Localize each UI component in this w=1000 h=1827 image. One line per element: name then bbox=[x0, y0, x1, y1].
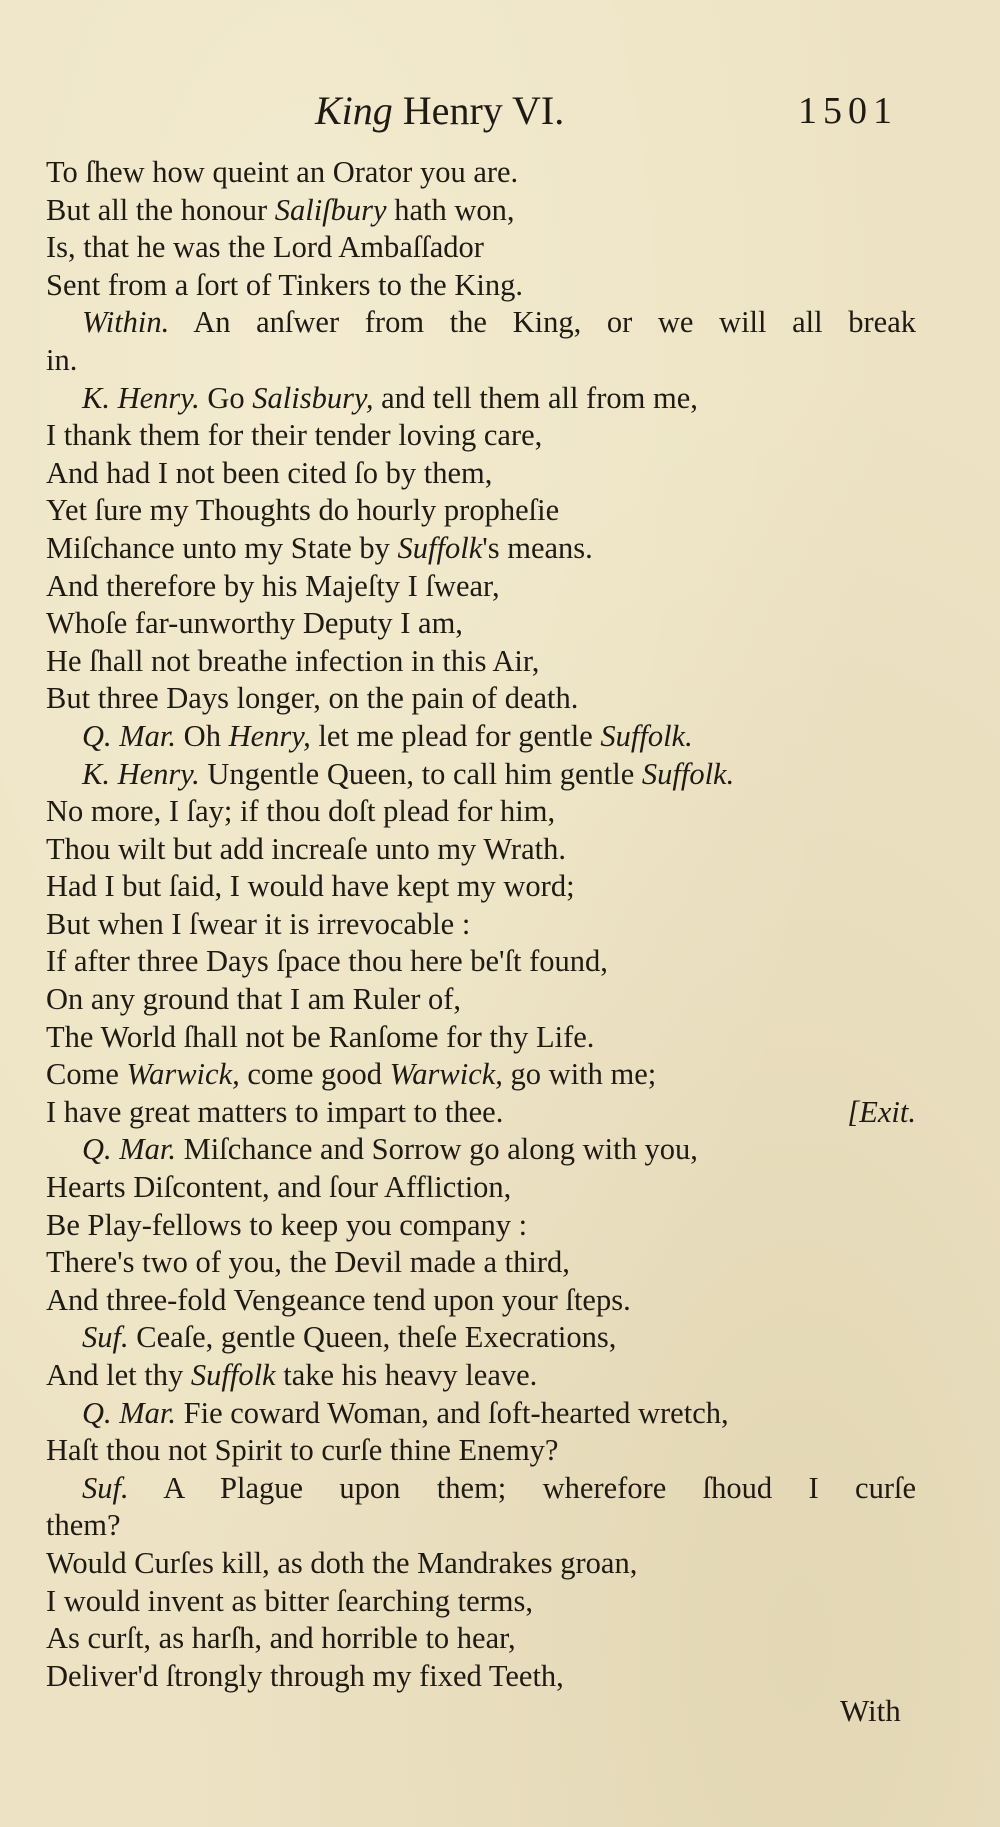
text-line: And therefore by his Majeſty I ſwear, bbox=[46, 568, 500, 603]
text-line: And let thy Suffolk take his heavy leave. bbox=[46, 1358, 538, 1392]
speaker-name: Q. Mar. bbox=[82, 1395, 177, 1430]
catchword: With bbox=[840, 1693, 901, 1728]
text-line: There's two of you, the Devil made a third, bbox=[46, 1245, 570, 1280]
text-line: And had I not been cited ſo by them, bbox=[46, 455, 493, 490]
running-title bbox=[315, 88, 564, 134]
speaker-name: Within. bbox=[82, 305, 170, 340]
speech-line: Suf. Ceaſe, gentle Queen, theſe Execrations, bbox=[82, 1320, 617, 1355]
text-line: As curſt, as harſh, and horrible to hear, bbox=[46, 1621, 516, 1656]
text-line: I would invent as bitter ſearching terms, bbox=[46, 1583, 534, 1618]
speech-line: Suf. A Plague upon them; wherefore ſhoud I curſe bbox=[82, 1470, 916, 1505]
page-number: 1501 bbox=[798, 90, 898, 132]
text-line: Haſt thou not Spirit to curſe thine Enemy? bbox=[46, 1433, 559, 1468]
text-line: I thank them for their tender loving care, bbox=[46, 418, 543, 453]
speaker-name: Suf. bbox=[82, 1320, 129, 1355]
speaker-name: K. Henry. bbox=[82, 756, 200, 791]
page-header bbox=[0, 88, 1000, 138]
speaker-name: Suf. bbox=[82, 1470, 129, 1505]
text-line: Whoſe far-unworthy Deputy I am, bbox=[46, 606, 463, 641]
text-line: But when I ſwear it is irrevocable : bbox=[46, 906, 471, 941]
text-line: Thou wilt but add increaſe unto my Wrath. bbox=[46, 831, 566, 866]
stage-direction-line: Within. An anſwer from the King, or we will all break bbox=[82, 305, 916, 340]
speaker-name: Q. Mar. bbox=[82, 1132, 177, 1167]
text-line: And three-fold Vengeance tend upon your ſteps. bbox=[46, 1282, 631, 1317]
text-line: Come Warwick, come good Warwick, go with me; bbox=[46, 1057, 657, 1092]
speech-line: Q. Mar. Oh Henry, let me plead for gentle Suffolk. bbox=[82, 718, 693, 753]
text-line: I have great matters to impart to thee. [Exit. bbox=[46, 1094, 916, 1132]
text-line: To ſhew how queint an Orator you are. bbox=[46, 155, 519, 189]
speaker-name: K. Henry. bbox=[82, 380, 200, 415]
text-line: Had I but ſaid, I would have kept my word; bbox=[46, 869, 575, 904]
running-title-rest: Henry VI. bbox=[402, 88, 565, 133]
play-text bbox=[46, 154, 916, 1695]
text-line: Sent from a ſort of Tinkers to the King. bbox=[46, 267, 523, 302]
text-line: If after three Days ſpace thou here be'ſt found, bbox=[46, 944, 608, 979]
text-line: Be Play-fellows to keep you company : bbox=[46, 1207, 528, 1242]
text-line: But all the honour Saliſbury hath won, bbox=[46, 192, 515, 227]
text-line: them? bbox=[46, 1508, 121, 1543]
text-line: Hearts Diſcontent, and ſour Affliction, bbox=[46, 1170, 512, 1205]
running-title-italic: King bbox=[315, 88, 393, 133]
exit-direction: [Exit. bbox=[847, 1094, 916, 1129]
speech-line: K. Henry. Ungentle Queen, to call him gentle Suffolk. bbox=[82, 756, 735, 791]
text-line: No more, I ſay; if thou doſt plead for him, bbox=[46, 794, 556, 829]
speaker-name: Q. Mar. bbox=[82, 718, 177, 753]
text-line: Yet ſure my Thoughts do hourly propheſie bbox=[46, 493, 560, 528]
speech-line: K. Henry. Go Salisbury, and tell them all from me, bbox=[82, 380, 698, 415]
text-line: in. bbox=[46, 342, 78, 377]
text-line: He ſhall not breathe infection in this Air, bbox=[46, 643, 540, 678]
text-line: Miſchance unto my State by Suffolk's means. bbox=[46, 530, 593, 565]
speech-line: Q. Mar. Miſchance and Sorrow go along with you, bbox=[82, 1132, 698, 1167]
speech-line: Q. Mar. Fie coward Woman, and ſoft-hearted wretch, bbox=[82, 1395, 729, 1430]
text-line: The World ſhall not be Ranſome for thy Life. bbox=[46, 1019, 595, 1054]
text-line: Deliver'd ſtrongly through my fixed Teeth, bbox=[46, 1658, 564, 1693]
text-line: But three Days longer, on the pain of death. bbox=[46, 681, 579, 716]
text-line: Is, that he was the Lord Ambaſſador bbox=[46, 230, 484, 265]
text-line: Would Curſes kill, as doth the Mandrakes groan, bbox=[46, 1545, 638, 1580]
text-line: On any ground that I am Ruler of, bbox=[46, 982, 462, 1017]
